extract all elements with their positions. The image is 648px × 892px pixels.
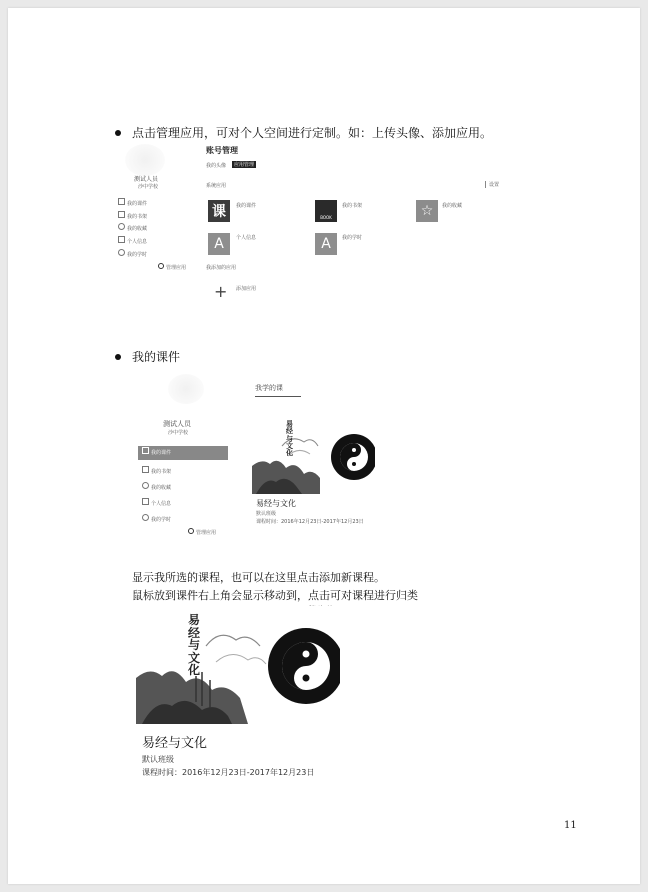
book-icon <box>142 466 149 473</box>
course-cover-large[interactable] <box>136 606 340 724</box>
sidebar-item-bookshelf[interactable] <box>118 211 147 220</box>
app-label: 我的学时 <box>342 235 363 241</box>
sidebar-label: 我的课件 <box>127 201 148 207</box>
star-icon <box>118 223 125 230</box>
manage-apps-label: 管理应用 <box>166 265 187 271</box>
landscape-art <box>252 416 375 494</box>
description-line-1: 显示我所选的课程，也可以在这里点击添加新课程。 <box>132 571 385 584</box>
sidebar-label: 个人信息 <box>151 501 172 507</box>
app-label: 我的书架 <box>342 203 363 209</box>
user-school: 沙中学校 <box>138 184 159 190</box>
course-title[interactable]: 易经与文化 <box>256 499 296 508</box>
course-title-large[interactable]: 易经与文化 <box>142 736 208 751</box>
courseware-icon <box>118 198 125 205</box>
sidebar-item-profile[interactable] <box>142 498 171 507</box>
clock-icon <box>142 514 149 521</box>
art-char: 化 <box>188 663 201 678</box>
sidebar-label: 个人信息 <box>127 239 148 245</box>
app-label: 我的课件 <box>236 203 257 209</box>
manage-apps-link[interactable] <box>158 263 186 271</box>
tab-app-manage[interactable]: 应用管理 <box>234 162 255 168</box>
sidebar-item-favorites[interactable] <box>142 482 171 491</box>
course-class-large: 默认班级 <box>142 755 174 764</box>
sidebar-item-profile[interactable] <box>118 236 147 245</box>
manage-apps-link[interactable] <box>188 528 216 536</box>
art-char: 易 <box>188 613 201 627</box>
star-icon <box>142 482 149 489</box>
my-courses-heading: 我学的课 <box>255 383 301 397</box>
sidebar-label: 我的收藏 <box>127 226 148 232</box>
sidebar-label: 我的课件 <box>151 450 172 456</box>
document-page <box>8 8 640 884</box>
art-char: 文 <box>188 650 201 665</box>
course-class: 默认班级 <box>256 511 277 517</box>
landscape-art <box>136 606 340 724</box>
add-app-plus-icon[interactable]: + <box>214 282 228 301</box>
app-tile-bookshelf[interactable] <box>315 200 337 222</box>
page-number: 11 <box>564 820 577 831</box>
sidebar-item-hours[interactable] <box>142 514 171 523</box>
added-apps-label: 我添加的应用 <box>206 265 237 271</box>
sidebar-label: 我的书架 <box>151 469 172 475</box>
sidebar-item-favorites[interactable] <box>118 223 147 232</box>
manage-apps-label: 管理应用 <box>196 530 217 536</box>
user-name: 测试人员 <box>163 420 191 428</box>
art-char: 化 <box>286 448 293 458</box>
sidebar-item-courseware[interactable] <box>138 446 228 460</box>
app-label: 我的收藏 <box>442 203 463 209</box>
user-name: 测试人员 <box>134 176 159 183</box>
app-tile-hours[interactable]: A <box>315 233 337 255</box>
gear-icon <box>158 263 164 269</box>
clock-icon <box>118 249 125 256</box>
system-apps-label: 系统应用 <box>206 183 227 189</box>
user-school: 沙中学校 <box>168 430 189 436</box>
description-line-2: 鼠标放到课件右上角会显示移动到，点击可对课程进行归类 <box>132 589 418 602</box>
sidebar-label: 我的学时 <box>127 252 148 258</box>
bullet-dot <box>115 130 121 136</box>
courseware-icon <box>142 447 149 454</box>
book-icon <box>118 211 125 218</box>
sidebar-item-courseware[interactable] <box>118 198 147 207</box>
course-time: 课程时间：2016年12月23日-2017年12月23日 <box>256 519 364 525</box>
course-time-large: 课程时间：2016年12月23日-2017年12月23日 <box>142 768 315 777</box>
settings-link[interactable]: 设置 <box>485 181 499 188</box>
sidebar-item-hours[interactable] <box>118 249 147 258</box>
avatar <box>125 144 165 176</box>
art-char: 易 <box>286 419 293 428</box>
sidebar-label: 我的书架 <box>127 214 148 220</box>
user-icon <box>142 498 149 505</box>
app-tile-favorites[interactable]: ☆ <box>416 200 438 222</box>
art-char: 文 <box>286 441 293 451</box>
gear-icon <box>188 528 194 534</box>
art-char: 经 <box>286 426 293 436</box>
bullet-text-1: 点击管理应用，可对个人空间进行定制。如：上传头像、添加应用。 <box>132 126 493 140</box>
user-icon <box>118 236 125 243</box>
course-cover-small[interactable] <box>252 416 375 494</box>
art-char: 经 <box>188 625 201 640</box>
app-label: 个人信息 <box>236 235 257 241</box>
art-char: 与 <box>286 433 293 443</box>
app-tile-courseware[interactable]: 课 <box>208 200 230 222</box>
art-title-text <box>286 420 293 457</box>
sidebar-item-bookshelf[interactable] <box>142 466 171 475</box>
art-char: 与 <box>188 638 201 653</box>
sidebar-label: 我的学时 <box>151 517 172 523</box>
sidebar-label: 我的收藏 <box>151 485 172 491</box>
tab-avatar[interactable]: 我的头像 <box>206 163 227 169</box>
app-tile-profile[interactable]: A <box>208 233 230 255</box>
bullet-text-2: 我的课件 <box>132 350 181 364</box>
book-icon: BOOK <box>320 214 332 220</box>
account-title: 账号管理 <box>206 146 238 155</box>
bullet-dot <box>115 354 121 360</box>
add-app-label[interactable]: 添加应用 <box>236 286 257 292</box>
avatar <box>168 374 204 404</box>
art-title-text <box>188 614 200 677</box>
